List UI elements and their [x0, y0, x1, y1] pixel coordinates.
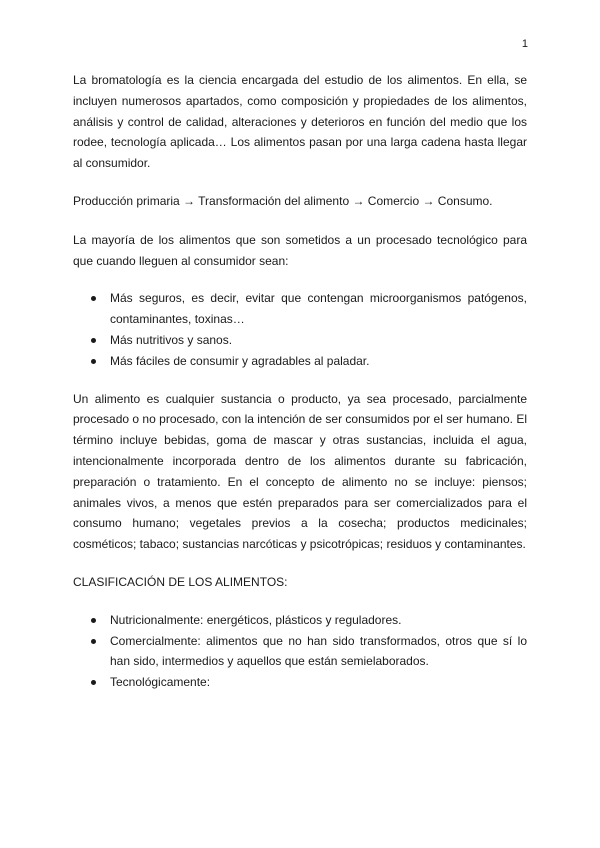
- section-heading: CLASIFICACIÓN DE LOS ALIMENTOS:: [73, 574, 288, 589]
- list-item: Comercialmente: alimentos que no han sido transformados, otros que sí lo han sido, intermedios y aquellos que están semielaborados.: [110, 631, 527, 673]
- definition-paragraph: Un alimento es cualquier sustancia o producto, ya sea procesado, parcialmente procesado o no procesado, con la intención de ser consumidos por el ser humano. El término incluye bebidas, goma de mascar y otras sustancias, incluida el agua, intencionalmente incorporada dentro de los alimentos durante su fabricación, preparación o tratamiento. En el concepto de alimento no se incluye: piensos; animales vivos, a menos que estén preparados para ser comercializados para el consumo humano; vegetales previos a la cosecha; productos medicinales; cosméticos; tabaco; sustancias narcóticas y psicotrópicas; residuos y contaminantes.: [73, 391, 527, 552]
- page-number: 1: [521, 38, 528, 50]
- list-item: Nutricionalmente: energéticos, plásticos y reguladores.: [110, 610, 527, 631]
- list-item: Más seguros, es decir, evitar que contengan microorganismos patógenos, contaminantes, toxinas…: [110, 288, 527, 330]
- list-item: Tecnológicamente:: [110, 672, 527, 693]
- processing-lead-paragraph: La mayoría de los alimentos que son sometidos a un procesado tecnológico para que cuando lleguen al consumidor sean:: [73, 232, 527, 268]
- document-body: [73, 70, 527, 710]
- food-chain-line: Producción primaria → Transformación del alimento → Comercio → Consumo.: [73, 193, 493, 208]
- classification-list: [73, 610, 527, 693]
- intro-paragraph: La bromatología es la ciencia encargada del estudio de los alimentos. En ella, se incluyen numerosos apartados, como composición y propiedades de los alimentos, análisis y control de calidad, alteraciones y deterioros en función del medio que los rodee, tecnología aplicada… Los alimentos pasan por una larga cadena hasta llegar al consumidor.: [73, 73, 527, 171]
- benefits-list: [73, 288, 527, 371]
- list-item: Más nutritivos y sanos.: [110, 330, 527, 351]
- list-item: Más fáciles de consumir y agradables al paladar.: [110, 351, 527, 372]
